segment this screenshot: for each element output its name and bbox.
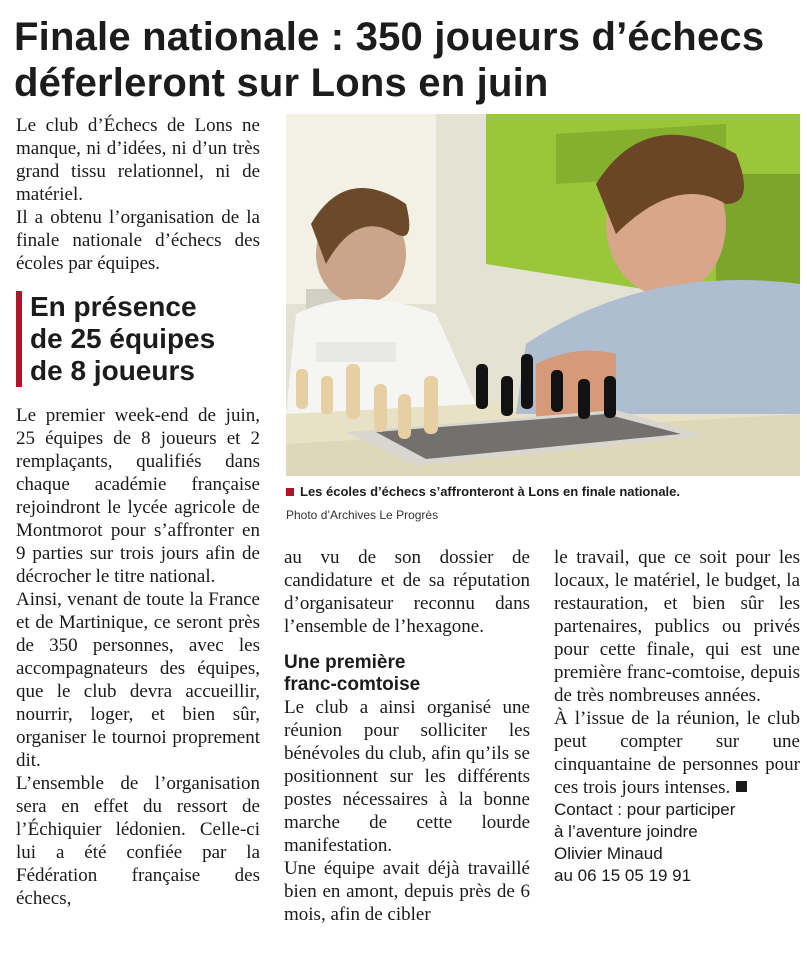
body-paragraph: le travail, que ce soit pour les locaux, le matériel, le budget, la restauration, et bien sûr les partenaires, publics ou privés pour cette finale, qui est une première franc-comtoise, depuis de très nombreuses années. [554, 547, 800, 706]
body-paragraph: Ainsi, venant de toute la France et de Martinique, ce seront près de 350 personnes, avec les accompagnateurs des équipes, que le club devra accueillir, nourrir, loger, et bien sûr, organiser le tournoi proprement dit. [16, 589, 260, 771]
subheading-line: de 8 joueurs [30, 355, 195, 386]
subheading [16, 291, 260, 387]
column-1 [16, 114, 260, 910]
intertitle-line: Une première [284, 652, 406, 673]
photo-credit: Photo d’Archives Le Progrès [286, 508, 439, 522]
intertitle [284, 652, 530, 696]
subheading-line: de 25 équipes [30, 323, 216, 354]
headline-line-1: Finale nationale : 350 joueurs d’échecs [14, 15, 765, 59]
body-paragraph [554, 707, 800, 799]
body-paragraph: au vu de son dossier de candidature et de sa réputation d’organisateur reconnu dans l’ensemble de l’hexagone. [284, 547, 530, 637]
contact-line: Contact : pour participer [554, 800, 736, 819]
caption-bullet-icon [286, 488, 294, 496]
intro-paragraph: Le club d’Échecs de Lons ne manque, ni d’idées, ni d’un très grand tissu relationnel, ni de matériel. [16, 115, 260, 205]
article-photo [286, 114, 800, 476]
body-paragraph: L’ensemble de l’organisation sera en effet du ressort de l’Échiquier lédonien. Celle-ci lui a été confiée par la Fédération française des échecs, [16, 773, 260, 909]
body-paragraph: Une équipe avait déjà travaillé bien en amont, depuis près de 6 mois, afin de cibler [284, 858, 530, 925]
intro-paragraph: Il a obtenu l’organisation de la finale nationale d’échecs des écoles par équipes. [16, 207, 260, 274]
intertitle-line: franc-comtoise [284, 674, 421, 695]
headline-line-2: déferleront sur Lons en juin [14, 61, 549, 105]
contact-block [554, 799, 800, 887]
photo-caption [286, 484, 800, 499]
end-of-article-icon [736, 781, 747, 792]
contact-line: Olivier Minaud [554, 844, 663, 863]
contact-phone: au 06 15 05 19 91 [554, 866, 692, 885]
subheading-line: En présence [30, 291, 197, 322]
chess-players-illustration [286, 114, 800, 476]
article-headline [14, 14, 799, 106]
closing-text: À l’issue de la réunion, le club peut compter sur une cinquantaine de personnes pour ces trois jours intenses. [554, 708, 800, 798]
caption-text: Les écoles d’échecs s’affronteront à Lons en finale nationale. [300, 484, 680, 499]
body-paragraph: Le premier week-end de juin, 25 équipes de 8 joueurs et 2 remplaçants, qualifiés dans chaque académie française rejoindront le lycée agricole de Montmorot pour s’affronter en 9 parties sur trois jours afin de décrocher le titre national. [16, 405, 260, 587]
column-2 [284, 546, 530, 926]
body-paragraph: Le club a ainsi organisé une réunion pour solliciter les bénévoles du club, afin qu’ils se positionnent sur les différents postes nécessaires à la bonne marche de cette lourde manifestation. [284, 697, 530, 856]
column-3 [554, 546, 800, 887]
contact-line: à l’aventure joindre [554, 822, 698, 841]
